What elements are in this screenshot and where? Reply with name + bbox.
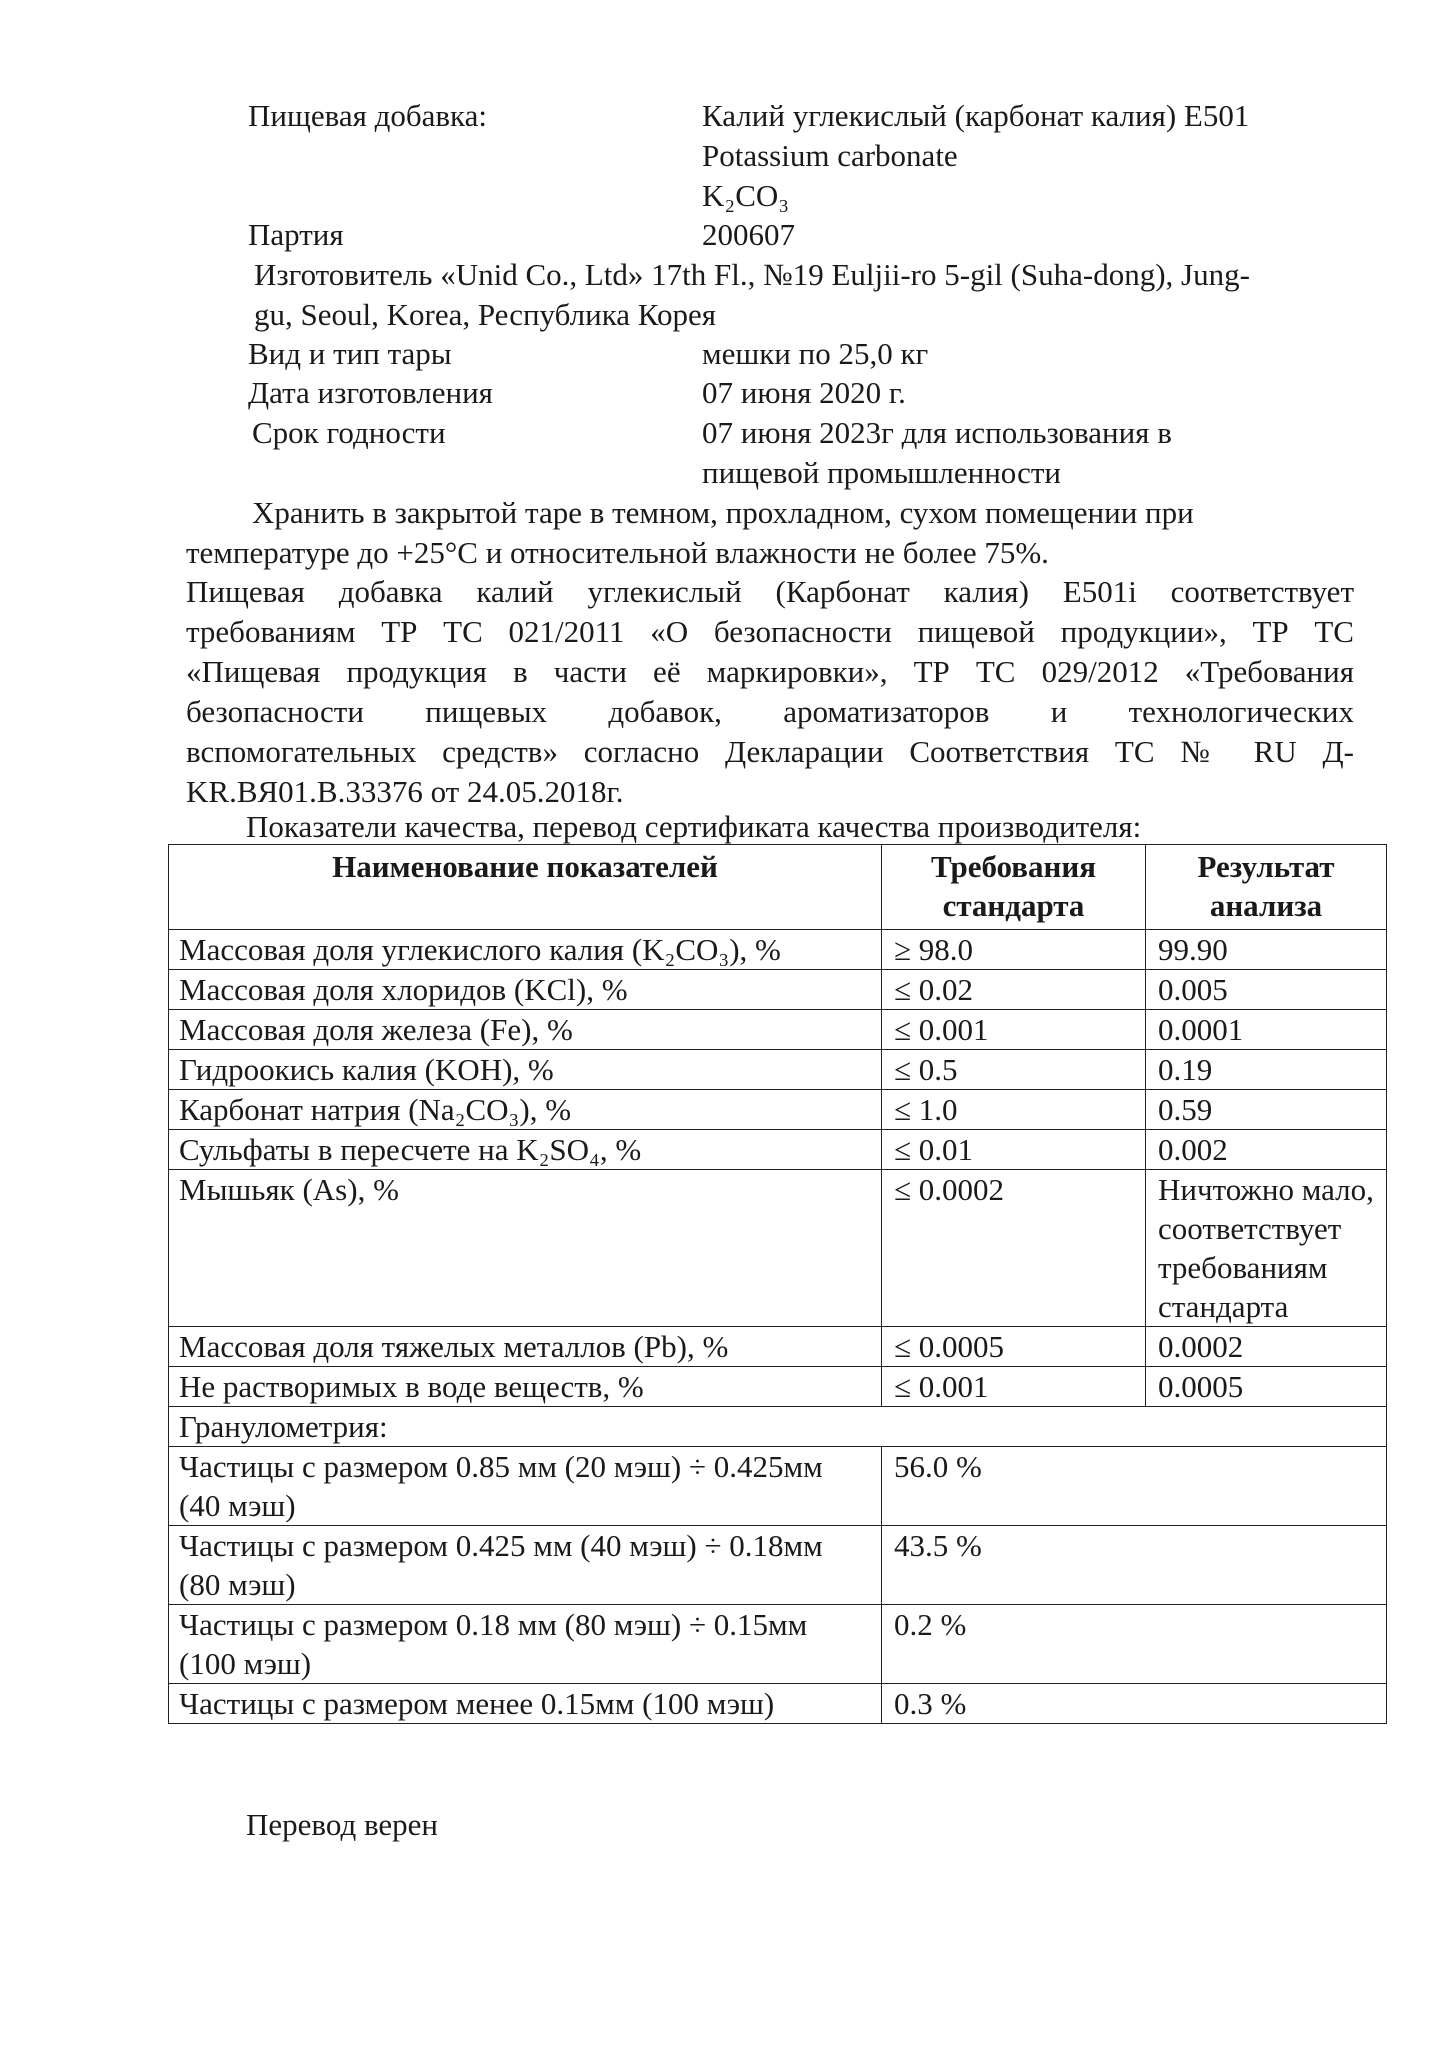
row-result: 0.0001 xyxy=(1146,1010,1387,1050)
row-name: Массовая доля хлоридов (KCl), % xyxy=(169,970,882,1010)
additive-name-en: Potassium carbonate xyxy=(702,138,958,173)
compliance-line-6: KR.BЯ01.B.33376 от 24.05.2018г. xyxy=(186,774,624,809)
row-name: Сульфаты в пересчете на K₂SO₄, % xyxy=(169,1130,882,1170)
compliance-line-3: «Пищевая продукция в части её маркировки», ТР ТС 029/2012 «Требования xyxy=(186,654,1354,689)
row-requirement: ≤ 1.0 xyxy=(882,1090,1146,1130)
row-name: Массовая доля железа (Fe), % xyxy=(169,1010,882,1050)
row-name: Массовая доля углекислого калия (K₂CO₃), % xyxy=(169,930,882,970)
batch-label: Партия xyxy=(248,217,344,252)
row-name: Гидроокись калия (KOH), % xyxy=(169,1050,882,1090)
manufacturer-line-1: Изготовитель «Unid Co., Ltd» 17th Fl., №19 Euljii-ro 5-gil (Suha-dong), Jung- xyxy=(254,257,1250,292)
quality-table xyxy=(168,844,1387,1724)
granulometry-item xyxy=(169,1605,1387,1684)
row-name: Массовая доля тяжелых металлов (Pb), % xyxy=(169,1327,882,1367)
row-name: Карбонат натрия (Na₂CO₃), % xyxy=(169,1090,882,1130)
row-requirement: ≤ 0.01 xyxy=(882,1130,1146,1170)
table-row xyxy=(169,1327,1387,1367)
row-requirement: ≤ 0.001 xyxy=(882,1010,1146,1050)
granulometry-item xyxy=(169,1684,1387,1724)
compliance-line-5: вспомогательных средств» согласно Декларации Соответствия ТС № RU Д- xyxy=(186,734,1354,769)
row-requirement: ≤ 0.001 xyxy=(882,1367,1146,1407)
row-result: 0.0002 xyxy=(1146,1327,1387,1367)
header-indicator: Наименование показателей xyxy=(169,845,882,930)
compliance-line-1: Пищевая добавка калий углекислый (Карбонат калия) Е501i соответствует xyxy=(186,574,1354,609)
granulometry-value: 0.3 % xyxy=(882,1684,1387,1724)
row-requirement: ≤ 0.0002 xyxy=(882,1170,1146,1327)
table-row xyxy=(169,1170,1387,1327)
granulometry-value: 43.5 % xyxy=(882,1526,1387,1605)
header-result: Результат анализа xyxy=(1146,845,1387,930)
additive-name-ru: Калий углекислый (карбонат калия) Е501 xyxy=(702,98,1250,133)
row-result: 0.19 xyxy=(1146,1050,1387,1090)
table-caption: Показатели качества, перевод сертификата качества производителя: xyxy=(246,809,1142,844)
granulometry-name: Частицы с размером 0.425 мм (40 мэш) ÷ 0.18мм (80 мэш) xyxy=(169,1526,882,1605)
compliance-line-2: требованиям ТР ТС 021/2011 «О безопасности пищевой продукции», ТР ТС xyxy=(186,614,1354,649)
package-value: мешки по 25,0 кг xyxy=(702,336,929,371)
granulometry-row xyxy=(169,1407,1387,1447)
row-requirement: ≥ 98.0 xyxy=(882,930,1146,970)
granulometry-name: Частицы с размером менее 0.15мм (100 мэш) xyxy=(169,1684,882,1724)
manufacture-date-value: 07 июня 2020 г. xyxy=(702,375,906,410)
table-row xyxy=(169,930,1387,970)
row-requirement: ≤ 0.02 xyxy=(882,970,1146,1010)
granulometry-name: Частицы с размером 0.85 мм (20 мэш) ÷ 0.425мм (40 мэш) xyxy=(169,1447,882,1526)
granulometry-value: 0.2 % xyxy=(882,1605,1387,1684)
compliance-paragraph xyxy=(186,572,1354,812)
additive-label: Пищевая добавка: xyxy=(248,98,488,133)
table-row xyxy=(169,1130,1387,1170)
row-requirement: ≤ 0.0005 xyxy=(882,1327,1146,1367)
granulometry-name: Частицы с размером 0.18 мм (80 мэш) ÷ 0.15мм (100 мэш) xyxy=(169,1605,882,1684)
table-row xyxy=(169,1367,1387,1407)
translation-certified: Перевод верен xyxy=(246,1807,439,1842)
row-result: 0.005 xyxy=(1146,970,1387,1010)
storage-line-1: Хранить в закрытой таре в темном, прохладном, сухом помещении при xyxy=(252,495,1194,530)
expiry-value-line-1: 07 июня 2023г для использования в xyxy=(702,415,1172,450)
batch-value: 200607 xyxy=(702,217,795,252)
compliance-line-4: безопасности пищевых добавок, ароматизаторов и технологических xyxy=(186,694,1354,729)
expiry-label: Срок годности xyxy=(252,415,446,450)
table-row xyxy=(169,1050,1387,1090)
row-result: 0.59 xyxy=(1146,1090,1387,1130)
manufacture-date-label: Дата изготовления xyxy=(248,375,493,410)
row-result: Ничтожно мало, соответствует требованиям стандарта xyxy=(1146,1170,1387,1327)
granulometry-item xyxy=(169,1447,1387,1526)
expiry-value-line-2: пищевой промышленности xyxy=(702,455,1061,490)
row-name: Не растворимых в воде веществ, % xyxy=(169,1367,882,1407)
row-result: 99.90 xyxy=(1146,930,1387,970)
table-row xyxy=(169,970,1387,1010)
granulometry-label: Гранулометрия: xyxy=(169,1407,1387,1447)
row-result: 0.002 xyxy=(1146,1130,1387,1170)
storage-line-2: температуре до +25°С и относительной влажности не более 75%. xyxy=(186,535,1049,570)
table-header-row xyxy=(169,845,1387,930)
table-row xyxy=(169,1010,1387,1050)
header-requirement: Требования стандарта xyxy=(882,845,1146,930)
row-result: 0.0005 xyxy=(1146,1367,1387,1407)
manufacturer-line-2: gu, Seoul, Korea, Республика Корея xyxy=(254,297,716,332)
row-requirement: ≤ 0.5 xyxy=(882,1050,1146,1090)
granulometry-item xyxy=(169,1526,1387,1605)
package-label: Вид и тип тары xyxy=(248,336,452,371)
row-name: Мышьяк (As), % xyxy=(169,1170,882,1327)
table-row xyxy=(169,1090,1387,1130)
additive-formula: K₂CO₃ xyxy=(702,178,790,213)
granulometry-value: 56.0 % xyxy=(882,1447,1387,1526)
